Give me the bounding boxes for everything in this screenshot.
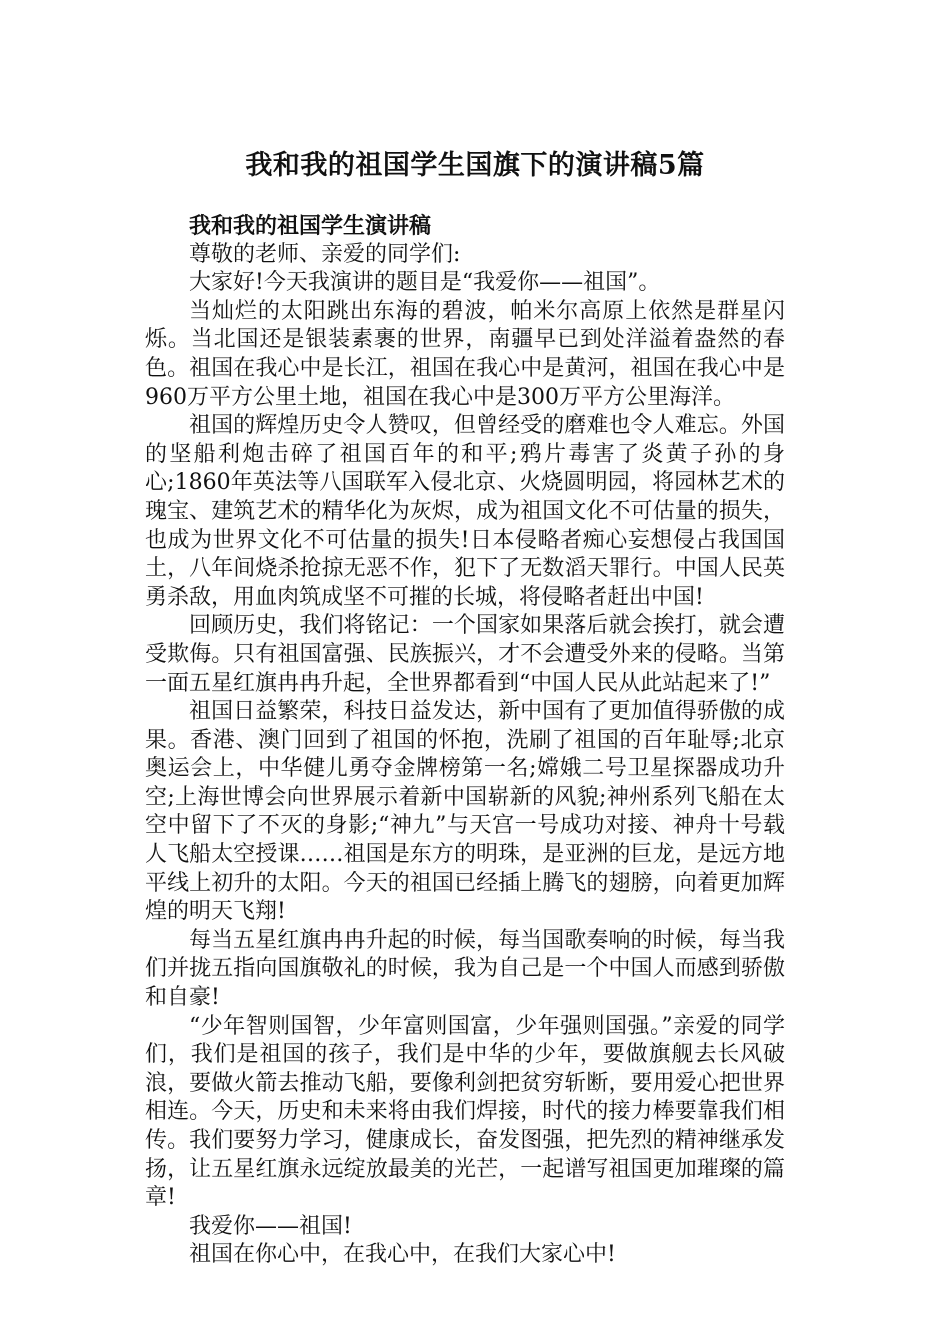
section-heading: 我和我的祖国学生演讲稿 [189,213,432,239]
paragraph: 祖国的辉煌历史令人赞叹，但曾经受的磨难也令人难忘。外国的坚船利炮击碎了祖国百年的和平;鸦片毒害了炎黄子孙的身心;1860年英法等八国联军入侵北京、火烧圆明园，将园林艺术的瑰宝、建筑艺术的精华化为灰烬，成为祖国文化不可估量的损失，也成为世界文化不可估量的损失!日本侵略者痴心妄想侵占我国国土，八年间烧杀抢掠无恶不作，犯下了无数滔天罪行。中国人民英勇杀敌，用血肉筑成坚不可摧的长城，将侵略者赶出中国! [145,413,785,610]
document-title: 我和我的祖国学生国旗下的演讲稿5篇 [245,150,705,181]
paragraph: 祖国日益繁荣，科技日益发达，新中国有了更加值得骄傲的成果。香港、澳门回到了祖国的怀抱，洗刷了祖国的百年耻辱;北京奥运会上，中华健儿勇夺金牌榜第一名;嫦娥二号卫星探器成功升空;上海世博会向世界展示着新中国崭新的风貌;神州系列飞船在太空中留下了不灭的身影;“神九”与天宫一号成功对接、神舟十号载人飞船太空授课……祖国是东方的明珠，是亚洲的巨龙，是远方地平线上初升的太阳。今天的祖国已经插上腾飞的翅膀，向着更加辉煌的明天飞翔! [145,699,785,925]
paragraph-closing: 祖国在你心中，在我心中，在我们大家心中! [189,1242,616,1268]
paragraph: 每当五星红旗冉冉升起的时候，每当国歌奏响的时候，每当我们并拢五指向国旗敬礼的时候，我为自己是一个中国人而感到骄傲和自豪! [145,927,785,1011]
paragraph-intro: 大家好!今天我演讲的题目是“我爱你——祖国”。 [189,270,661,296]
document-body [145,212,785,1270]
paragraph: “少年智则国智，少年富则国富，少年强则国强。”亲爱的同学们，我们是祖国的孩子，我们是中华的少年，要做旗舰去长风破浪，要做火箭去推动飞船，要像利剑把贫穷斩断，要用爱心把世界相连。今天，历史和未来将由我们焊接，时代的接力棒要靠我们相传。我们要努力学习，健康成长，奋发图强，把先烈的精神继承发扬，让五星红旗永远绽放最美的光芒，一起谱写祖国更加璀璨的篇章! [145,1013,785,1211]
paragraph: 回顾历史，我们将铭记：一个国家如果落后就会挨打，就会遭受欺侮。只有祖国富强、民族振兴，才不会遭受外来的侵略。当第一面五星红旗冉冉升起，全世界都看到“中国人民从此站起来了!” [145,613,785,696]
paragraph-greeting: 尊敬的老师、亲爱的同学们: [189,241,461,267]
paragraph-exclamation: 我爱你——祖国! [189,1213,352,1239]
paragraph: 当灿烂的太阳跳出东海的碧波，帕米尔高原上依然是群星闪烁。当北国还是银装素裹的世界，南疆早已到处洋溢着盎然的春色。祖国在我心中是长江，祖国在我心中是黄河，祖国在我心中是960万平方公里土地，祖国在我心中是300万平方公里海洋。 [145,298,785,410]
